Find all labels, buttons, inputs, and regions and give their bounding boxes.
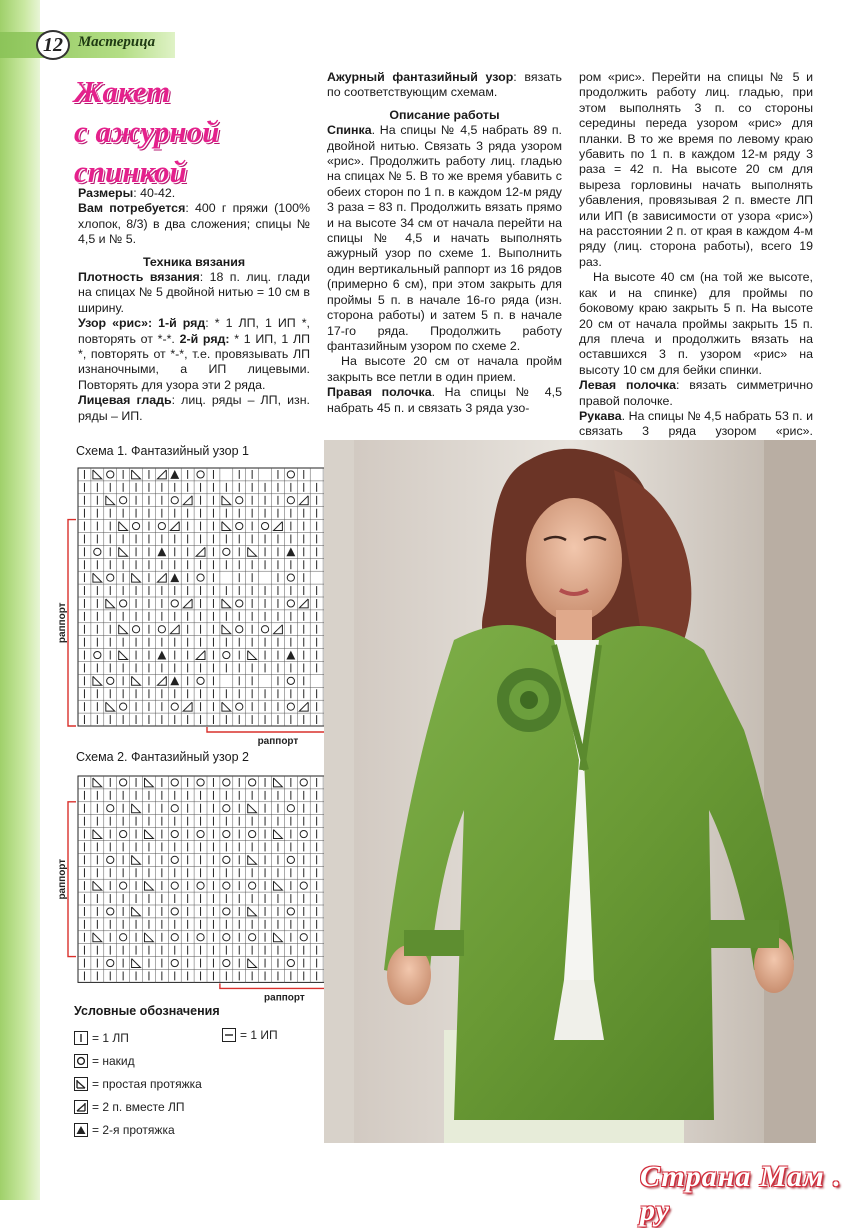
article-title: [74, 72, 314, 192]
legend-ssk-text: = простая протяжка: [92, 1076, 202, 1091]
legend-k2tog-text: = 2 п. вместе ЛП: [92, 1099, 185, 1114]
repeat-bracket-vertical: [68, 520, 76, 726]
legend-title: Условные обозначения: [74, 1004, 220, 1018]
knit-symbol-icon: [74, 1031, 88, 1045]
repeat-bracket-vertical: [68, 802, 76, 957]
stockinette-label: Лицевая гладь: [78, 393, 172, 408]
density-label: Плотность вязания: [78, 270, 200, 285]
watermark: Страна Мам . ру: [640, 1160, 842, 1227]
text-column-2: [327, 70, 562, 416]
back-text-2: На высоте 20 см от начала пройм закрыть все петли в один прием.: [327, 354, 562, 384]
legend-k-text: = 1 ЛП: [92, 1030, 129, 1045]
openwork-text: : вязать по соответствующим схемам.: [327, 70, 563, 100]
openwork-label: Ажурный фантазийный узор: [327, 70, 514, 84]
legend-s2-text: = 2-я протяжка: [92, 1122, 175, 1137]
need-text: : 400 г пряжи (100% хлопок, 8/3) в два сложения; спицы № 4,5 и № 5.: [78, 201, 311, 247]
technique-heading: Техника вязания: [142, 254, 246, 269]
sizes-text: : 40-42.: [133, 186, 176, 200]
right-front-text: . На спицы № 4,5 набрать 45 п. и связать 3 ряда узо-: [327, 385, 562, 415]
rice-label: Узор «рис»: 1-й ряд: [78, 316, 206, 331]
rice-text-2: * 1 ИП, 1 ЛП *, повторять от *-*, т.е. провязывать ЛП изнаночными, а ИП лицевыми. Повторять для узора эти 2 ряда.: [78, 331, 311, 392]
model-photo-illustration: [324, 440, 816, 1143]
density-text: : 18 п. лиц. глади на спицах № 5 двойной нитью = 10 см в ширину.: [78, 270, 310, 315]
legend-yo-text: = накид: [92, 1053, 135, 1068]
sleeve-label: Рукава: [579, 408, 622, 423]
col3-paragraph-2: На высоте 40 см (на той же высоте, как и на спинке) для проймы по боковому краю закрыть 5 п. На высоте 20 см от начала проймы закрыть 15 п. для плеча и продолжить вязать на оставшихся 3 п. узором «рис» на высоту 10 см для бейки спинки.: [579, 270, 813, 377]
back-text: . На спицы № 4,5 набрать 89 п. двойной нитью. Связать 3 ряда узором «рис». Продолжить работу лиц. гладью на спицах № 5. В то же время убавить с обеих сторон по 1 п. в каждом 12-м ряду 3 раза = 83 п. Продолжить вязать прямо и на высоте 34 см от начала перейти на спицы № 4,5 и начать выполнять ажурный узор по схеме 1. Выполнить один вертикальный раппорт из 16 рядов (примерно 6 см), при этом закрыть для проймы 5 п. в начале 16-го ряда (изн. сторона работы) и затем 5 п. в начале 17-го ряда. Продолжить работу фантазийным узором по схеме 2.: [327, 123, 562, 353]
yarn-over-symbol-icon: [74, 1054, 88, 1068]
repeat-label-horizontal: раппорт: [264, 992, 305, 1004]
title-line-2: с ажурной: [74, 114, 220, 149]
chart-1-title: Схема 1. Фантазийный узор 1: [76, 444, 249, 458]
text-column-1: [78, 186, 310, 424]
k2tog-symbol-icon: [74, 1100, 88, 1114]
legend-p-text: = 1 ИП: [240, 1028, 278, 1042]
legend-row-p: [222, 1028, 278, 1042]
sizes-label: Размеры: [78, 186, 134, 200]
magazine-name: Мастерица: [78, 34, 156, 50]
title-line-1: Жакет: [74, 74, 171, 109]
left-front-text: : вязать симметрично правой полочке.: [579, 378, 813, 408]
right-front-label: Правая полочка: [327, 385, 432, 400]
legend: [74, 1004, 324, 1141]
back-label: Спинка: [327, 123, 372, 138]
model-photo: [324, 440, 816, 1143]
purl-symbol-icon: [222, 1028, 236, 1042]
legend-row-s2: [74, 1118, 324, 1141]
col3-paragraph-1: ром «рис». Перейти на спицы № 5 и продолжить работу лиц. гладью, при этом выполнять 3 п. со стороны середины переда узором «рис» для планки. В то же время по левому краю убавить по 1 п. в каждом 12-м ряду 3 раза = 42 п. На высоте 20 см для выреза горловины начать выполнять убавления, провязывая 2 п. вместе ЛП или ИП (в зависимости от узора «рис») на расстоянии 2 п. от края в каждом 4-м ряду (лиц. сторона работы), всего 19 раз.: [579, 70, 813, 269]
description-heading: Описание работы: [389, 107, 500, 122]
title-line-3: спинкой: [74, 154, 187, 189]
repeat-label-vertical: раппорт: [57, 858, 68, 900]
ssk-symbol-icon: [74, 1077, 88, 1091]
sleeve-text: . На спицы № 4,5 набрать 53 п. и связать 3 ряда узором «рис».: [579, 408, 813, 439]
legend-row-k2tog: [74, 1095, 324, 1118]
left-front-label: Левая полочка: [579, 378, 676, 393]
double-decrease-symbol-icon: [74, 1123, 88, 1137]
page-number: 12: [36, 30, 70, 60]
need-label: Вам потребуется: [78, 201, 186, 216]
chart-2-title: Схема 2. Фантазийный узор 2: [76, 750, 249, 764]
legend-row-ssk: [74, 1072, 324, 1095]
rice-label-2: 2-й ряд:: [179, 331, 230, 346]
text-column-3: [579, 70, 813, 455]
repeat-label-vertical: раппорт: [57, 602, 68, 644]
stockinette-text: : лиц. ряды – ЛП, изн. ряды – ИП.: [78, 393, 310, 423]
rice-text-1: : * 1 ЛП, 1 ИП *, повторять от *-*.: [78, 316, 310, 346]
legend-row-k: [74, 1026, 324, 1049]
left-green-strip: [0, 0, 40, 1200]
legend-row-yo: [74, 1049, 324, 1072]
repeat-label-horizontal: раппорт: [257, 736, 299, 747]
